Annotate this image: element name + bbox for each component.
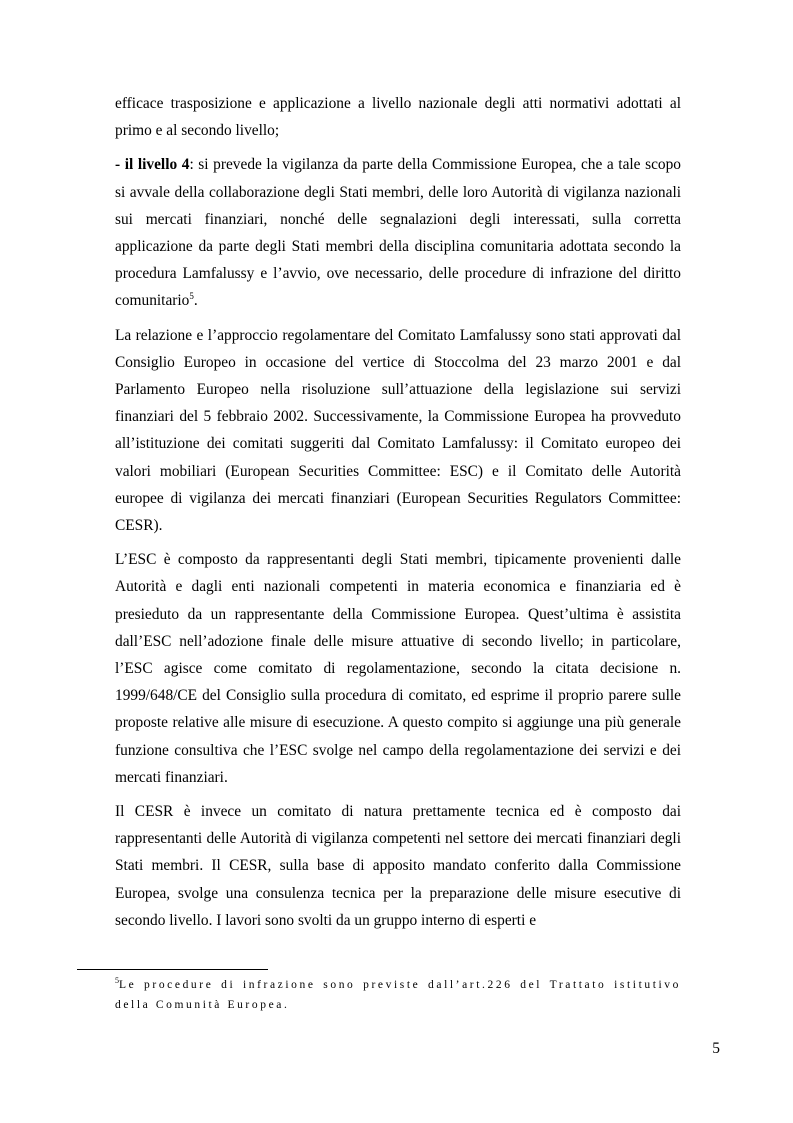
- livello-4-heading: - il livello 4: [115, 156, 190, 174]
- footnote-number: 5: [115, 976, 119, 986]
- page-number: 5: [712, 1040, 720, 1057]
- paragraph-cesr: Il CESR è invece un comitato di natura prettamente tecnica ed è composto dai rappresentanti delle Autorità di vigilanza competenti nel settore dei mercati finanziari degli Stati membri. Il CESR, sulla base di apposito mandato conferito dalla Commissione Europea, svolge una consulenza tecnica per la preparazione delle misure esecutive di secondo livello. I lavori sono svolti da un gruppo interno di esperti e: [115, 803, 681, 929]
- footnote-reference[interactable]: 5: [189, 291, 194, 302]
- paragraph-livello-4: [115, 151, 681, 314]
- footnote-separator: [77, 969, 268, 970]
- paragraph-continuation: efficace trasposizione e applicazione a livello nazionale degli atti normativi adottati al primo e al secondo livello;: [115, 95, 681, 140]
- body-text: [115, 90, 681, 941]
- paragraph-esc: L’ESC è composto da rappresentanti degli Stati membri, tipicamente provenienti dalle Autorità e dagli enti nazionali competenti in materia economica e finanziaria ed è presieduto da un rappresentante della Commissione Europea. Quest’ultima è assistita dall’ESC nell’adozione finale delle misure attuative di secondo livello; in particolare, l’ESC agisce come comitato di regolamentazione, secondo la citata decisione n. 1999/648/CE del Consiglio sulla procedura di comitato, ed esprime il proprio parere sulle proposte relative alle misure di esecuzione. A questo compito si aggiunge una più generale funzione consultiva che l’ESC svolge nel campo della regolamentazione dei servizi e dei mercati finanziari.: [115, 551, 681, 786]
- paragraph-relazione: La relazione e l’approccio regolamentare del Comitato Lamfalussy sono stati approvati dal Consiglio Europeo in occasione del vertice di Stoccolma del 23 marzo 2001 e dal Parlamento Europeo nella risoluzione sull’attuazione della legislazione sui servizi finanziari del 5 febbraio 2002. Successivamente, la Commissione Europea ha provveduto all’istituzione dei comitati suggeriti dal Comitato Lamfalussy: il Comitato europeo dei valori mobiliari (European Securities Committee: ESC) e il Comitato delle Autorità europee di vigilanza dei mercati finanziari (European Securities Regulators Committee: CESR).: [115, 326, 681, 535]
- livello-4-period: .: [193, 292, 198, 310]
- footnote: [115, 975, 681, 1015]
- footnote-text: Le procedure di infrazione sono previste dall’art.226 del Trattato istitutivo della Comunità Europea.: [115, 979, 681, 1011]
- livello-4-text: : si prevede la vigilanza da parte della Commissione Europea, che a tale scopo si avvale della collaborazione degli Stati membri, delle loro Autorità di vigilanza nazionali sui mercati finanziari, nonché delle segnalazioni degli interessati, sulla corretta applicazione da parte degli Stati membri della disciplina comunitaria adottata secondo la procedura Lamfalussy e l’avvio, ove necessario, delle procedure di infrazione del diritto comunitario: [115, 156, 681, 310]
